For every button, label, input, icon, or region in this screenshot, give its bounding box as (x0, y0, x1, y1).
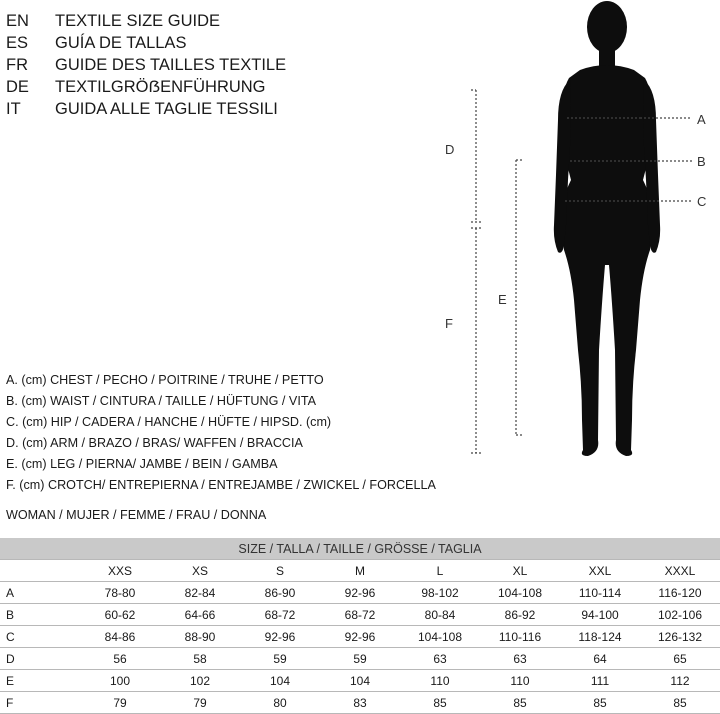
lang-title: TEXTILE SIZE GUIDE (55, 12, 221, 30)
table-cell: 68-72 (320, 604, 400, 626)
table-cell: 85 (480, 692, 560, 714)
table-cell: 58 (160, 648, 240, 670)
size-table-header (0, 538, 720, 560)
table-cell: 88-90 (160, 626, 240, 648)
table-cell: 104 (320, 670, 400, 692)
size-col-header: L (400, 560, 480, 582)
table-cell: 92-96 (320, 582, 400, 604)
lang-code: DE (6, 78, 29, 96)
table-cell: 110-114 (560, 582, 640, 604)
measurement-definitions (6, 370, 436, 496)
table-cell: 84-86 (80, 626, 160, 648)
table-cell: 102 (160, 670, 240, 692)
table-cell: 102-106 (640, 604, 720, 626)
lang-row-es (6, 32, 286, 54)
table-row (0, 692, 720, 714)
definition-e: E. (cm) LEG / PIERNA/ JAMBE / BEIN / GAMBA (6, 457, 278, 471)
definition-a: A. (cm) CHEST / PECHO / POITRINE / TRUHE / PETTO (6, 373, 324, 387)
table-cell: 64 (560, 648, 640, 670)
table-cell: 59 (320, 648, 400, 670)
lang-row-en (6, 10, 286, 32)
size-col-header: XL (480, 560, 560, 582)
size-col-header: M (320, 560, 400, 582)
table-cell: 68-72 (240, 604, 320, 626)
table-cell: 65 (640, 648, 720, 670)
table-row (0, 626, 720, 648)
table-cell: 86-92 (480, 604, 560, 626)
row-label: A (0, 582, 80, 604)
corner-cell (0, 560, 80, 582)
definition-f: F. (cm) CROTCH/ ENTREPIERNA / ENTREJAMBE / ZWICKEL / FORCELLA (6, 478, 436, 492)
lang-code: IT (6, 100, 21, 118)
table-cell: 56 (80, 648, 160, 670)
table-cell: 79 (160, 692, 240, 714)
table-cell: 111 (560, 670, 640, 692)
table-cell: 94-100 (560, 604, 640, 626)
row-label: C (0, 626, 80, 648)
marker-label-c: C (697, 194, 707, 209)
body-figure-diagram (440, 0, 720, 470)
table-row (0, 604, 720, 626)
table-cell: 104 (240, 670, 320, 692)
lang-row-fr (6, 54, 286, 76)
row-label: E (0, 670, 80, 692)
size-table-header-label: SIZE / TALLA / TAILLE / GRÖSSE / TAGLIA (0, 538, 720, 560)
table-cell: 98-102 (400, 582, 480, 604)
table-cell: 85 (640, 692, 720, 714)
marker-label-d: D (445, 142, 455, 157)
table-cell: 83 (320, 692, 400, 714)
row-label: B (0, 604, 80, 626)
table-cell: 63 (400, 648, 480, 670)
definition-c: C. (cm) HIP / CADERA / HANCHE / HÜFTE / HIPSD. (cm) (6, 415, 332, 429)
table-cell: 92-96 (320, 626, 400, 648)
table-cell: 110 (400, 670, 480, 692)
table-cell: 59 (240, 648, 320, 670)
table-cell: 110-116 (480, 626, 560, 648)
table-cell: 82-84 (160, 582, 240, 604)
table-cell: 79 (80, 692, 160, 714)
definition-d: D. (cm) ARM / BRAZO / BRAS/ WAFFEN / BRACCIA (6, 436, 303, 450)
lang-title: GUIDA ALLE TAGLIE TESSILI (55, 100, 278, 118)
marker-label-e: E (498, 292, 507, 307)
language-titles (6, 10, 286, 120)
lang-row-de (6, 76, 286, 98)
table-cell: 64-66 (160, 604, 240, 626)
table-cell: 78-80 (80, 582, 160, 604)
table-cell: 92-96 (240, 626, 320, 648)
size-col-header: XXS (80, 560, 160, 582)
table-row (0, 670, 720, 692)
table-cell: 60-62 (80, 604, 160, 626)
table-cell: 80 (240, 692, 320, 714)
table-cell: 104-108 (480, 582, 560, 604)
table-cell: 85 (400, 692, 480, 714)
lang-code: FR (6, 56, 28, 74)
lang-row-it (6, 98, 286, 120)
row-label: F (0, 692, 80, 714)
lang-title: TEXTILGRÖẞENFÜHRUNG (55, 78, 266, 96)
table-cell: 110 (480, 670, 560, 692)
gender-label: WOMAN / MUJER / FEMME / FRAU / DONNA (6, 508, 267, 522)
lang-code: EN (6, 12, 29, 30)
size-column-headers (0, 560, 720, 582)
lang-code: ES (6, 34, 29, 52)
table-cell: 126-132 (640, 626, 720, 648)
table-cell: 86-90 (240, 582, 320, 604)
table-row (0, 648, 720, 670)
size-table-body (0, 582, 720, 714)
size-col-header: S (240, 560, 320, 582)
table-cell: 85 (560, 692, 640, 714)
size-col-header: XXL (560, 560, 640, 582)
marker-label-a: A (697, 112, 706, 127)
lang-title: GUIDE DES TAILLES TEXTILE (55, 56, 287, 74)
size-col-header: XXXL (640, 560, 720, 582)
definition-b: B. (cm) WAIST / CINTURA / TAILLE / HÜFTUNG / VITA (6, 394, 316, 408)
size-table (0, 538, 720, 714)
woman-silhouette-icon (554, 1, 660, 456)
table-cell: 63 (480, 648, 560, 670)
marker-label-b: B (697, 154, 706, 169)
size-col-header: XS (160, 560, 240, 582)
table-cell: 116-120 (640, 582, 720, 604)
table-row (0, 582, 720, 604)
table-cell: 100 (80, 670, 160, 692)
table-cell: 118-124 (560, 626, 640, 648)
lang-title: GUÍA DE TALLAS (55, 34, 187, 52)
table-cell: 80-84 (400, 604, 480, 626)
row-label: D (0, 648, 80, 670)
table-cell: 112 (640, 670, 720, 692)
table-cell: 104-108 (400, 626, 480, 648)
marker-label-f: F (445, 316, 453, 331)
